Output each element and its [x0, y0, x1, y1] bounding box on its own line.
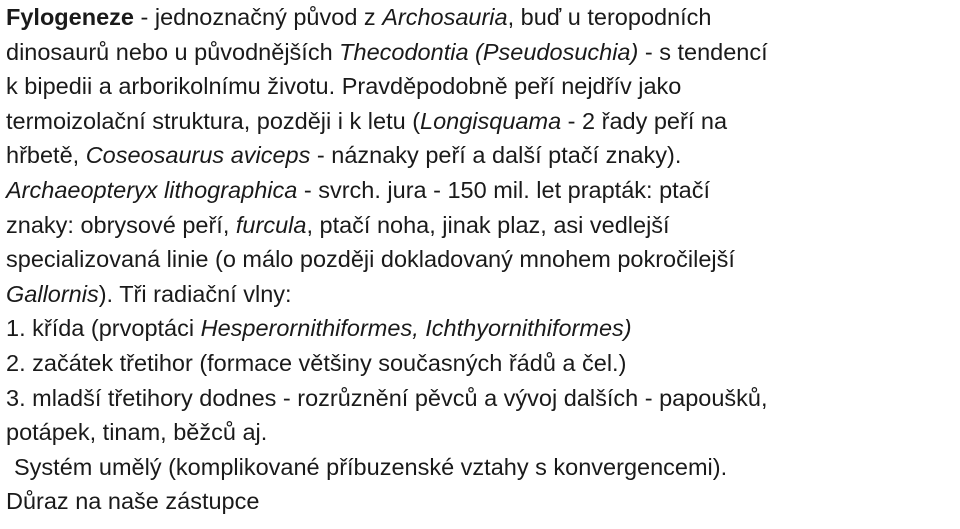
- italic-taxon: Thecodontia (Pseudosuchia): [339, 38, 639, 65]
- text-segment: 2. začátek třetihor (formace většiny současných řádů a čel.): [6, 349, 627, 376]
- text-segment: k bipedii a arborikolnímu životu. Pravděpodobně peří nejdřív jako: [6, 73, 682, 100]
- text-segment: dinosaurů nebo u původnějších: [6, 38, 340, 65]
- text-segment: znaky: obrysové peří,: [6, 211, 236, 238]
- text-segment: termoizolační struktura, později i k letu (: [6, 107, 421, 134]
- text-line: [6, 138, 956, 173]
- text-segment: Důraz na naše zástupce: [6, 488, 260, 515]
- text-line: [6, 69, 956, 104]
- text-line: [6, 0, 956, 35]
- text-line: [6, 104, 956, 139]
- italic-taxon: Hesperornithiformes, Ichthyornithiformes): [200, 315, 632, 342]
- text-segment: ). Tři radiační vlny:: [98, 280, 292, 307]
- text-segment: hřbetě,: [6, 142, 86, 169]
- italic-taxon: Gallornis: [6, 280, 99, 307]
- text-line: [6, 311, 956, 346]
- text-segment: Systém umělý (komplikované příbuzenské vztahy s konvergencemi).: [14, 453, 728, 480]
- text-segment: potápek, tinam, běžců aj.: [6, 419, 268, 446]
- text-line: [6, 346, 956, 381]
- bold-term: Fylogeneze: [6, 4, 134, 30]
- text-line: [6, 450, 956, 485]
- text-segment: - jednoznačný původ z: [133, 4, 383, 30]
- text-line: [6, 484, 956, 519]
- text-segment: - s tendencí: [638, 38, 768, 65]
- italic-taxon: Coseosaurus aviceps: [85, 142, 311, 169]
- text-segment: - svrch. jura - 150 mil. let prapták: ptačí: [297, 176, 711, 203]
- text-segment: 1. křída (prvoptáci: [6, 315, 201, 342]
- text-segment: - náznaky peří a další ptačí znaky).: [310, 142, 682, 169]
- text-segment: specializovaná linie (o málo později dokladovaný mnohem pokročilejší: [6, 246, 735, 273]
- italic-taxon: Longisquama: [420, 107, 562, 134]
- text-line: [6, 381, 956, 416]
- text-segment: 3. mladší třetihory dodnes - rozrůznění pěvců a vývoj dalších - papoušků,: [6, 384, 768, 411]
- text-segment: , buď u teropodních: [507, 4, 712, 30]
- text-line: [6, 277, 956, 312]
- italic-taxon: Archosauria: [382, 4, 508, 30]
- text-line: [6, 173, 956, 208]
- text-segment: , ptačí noha, jinak plaz, asi vedlejší: [306, 211, 670, 238]
- text-line: [6, 242, 956, 277]
- text-line: [6, 415, 956, 450]
- text-line: [6, 208, 956, 243]
- italic-taxon: Archaeopteryx lithographica: [6, 176, 298, 203]
- document-text: [6, 0, 956, 519]
- text-segment: - 2 řady peří na: [561, 107, 728, 134]
- text-line: [6, 35, 956, 70]
- italic-taxon: furcula: [235, 211, 307, 238]
